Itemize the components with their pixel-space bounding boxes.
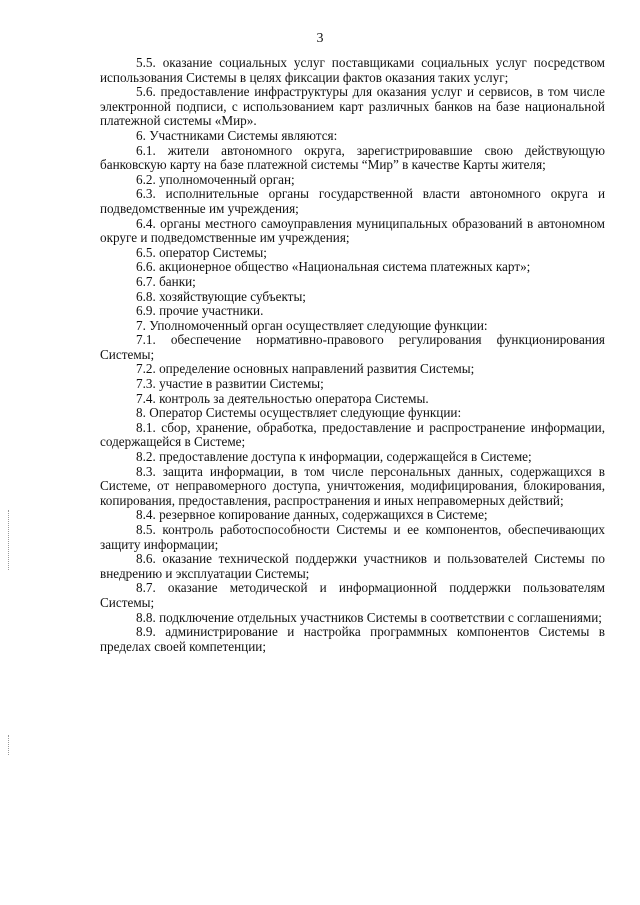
clause-8-1: 8.1. сбор, хранение, обработка, предоставление и распространение информации, содержащейся в Системе; xyxy=(100,419,605,450)
binding-margin-mark xyxy=(8,510,10,570)
clause-8-9: 8.9. администрирование и настройка программных компонентов Системы в пределах своей компетенции; xyxy=(100,624,605,654)
clause-8-3: 8.3. защита информации, в том числе персональных данных, содержащихся в Системе, от неправомерного доступа, уничтожения, модифицирования, блокирования, копирования, предоставления, распространения и иных неправомерных действий; xyxy=(100,463,605,508)
clause-6-7: 6.7. банки; xyxy=(136,273,196,289)
clause-8-2: 8.2. предоставление доступа к информации, содержащейся в Системе; xyxy=(136,449,532,465)
clause-7-2: 7.2. определение основных направлений развития Системы; xyxy=(136,361,475,377)
document-body xyxy=(100,56,605,654)
page-number: 3 xyxy=(316,31,324,46)
clause-8-5: 8.5. контроль работоспособности Системы и ее компонентов, обеспечивающих защиту информации; xyxy=(100,522,605,552)
binding-margin-mark xyxy=(8,735,10,755)
clause-6-1: 6.1. жители автономного округа, зарегистрировавшие свою действующую банковскую карту на базе платежной системы “Мир” в качестве Карты жителя; xyxy=(100,142,605,173)
clause-6-3: 6.3. исполнительные органы государственной власти автономного округа и подведомственные им учреждения; xyxy=(100,186,605,216)
clause-7: 7. Уполномоченный орган осуществляет следующие функции: xyxy=(136,317,488,333)
clause-6-9: 6.9. прочие участники. xyxy=(136,303,264,319)
clause-7-4: 7.4. контроль за деятельностью оператора Системы. xyxy=(136,390,429,406)
clause-8-6: 8.6. оказание технической поддержки участников и пользователей Системы по внедрению и эксплуатации Системы; xyxy=(100,551,605,581)
clause-7-1: 7.1. обеспечение нормативно-правового регулирования функционирования Системы; xyxy=(100,332,605,362)
clause-6-4: 6.4. органы местного самоуправления муниципальных образований в автономном округе и подведомственные им учреждения; xyxy=(100,215,605,246)
clause-5-5: 5.5. оказание социальных услуг поставщиками социальных услуг посредством использования Системы в целях фиксации фактов оказания таких услуг; xyxy=(100,55,605,85)
clause-8-7: 8.7. оказание методической и информационной поддержки пользователям Системы; xyxy=(100,580,605,610)
clause-6-8: 6.8. хозяйствующие субъекты; xyxy=(136,288,306,304)
clause-5-6: 5.6. предоставление инфраструктуры для оказания услуг и сервисов, в том числе электронной подписи, с использованием карт различных банков на базе национальной платежной системы «Мир». xyxy=(100,84,605,129)
clause-6-2: 6.2. уполномоченный орган; xyxy=(136,171,295,187)
clause-6: 6. Участниками Системы являются: xyxy=(136,127,338,143)
clause-8-4: 8.4. резервное копирование данных, содержащихся в Системе; xyxy=(136,507,488,523)
clause-8-8: 8.8. подключение отдельных участников Системы в соответствии с соглашениями; xyxy=(136,609,602,625)
clause-8: 8. Оператор Системы осуществляет следующие функции: xyxy=(136,405,462,421)
clause-7-3: 7.3. участие в развитии Системы; xyxy=(136,376,324,392)
clause-6-6: 6.6. акционерное общество «Национальная система платежных карт»; xyxy=(136,259,531,275)
clause-6-5: 6.5. оператор Системы; xyxy=(136,244,267,260)
